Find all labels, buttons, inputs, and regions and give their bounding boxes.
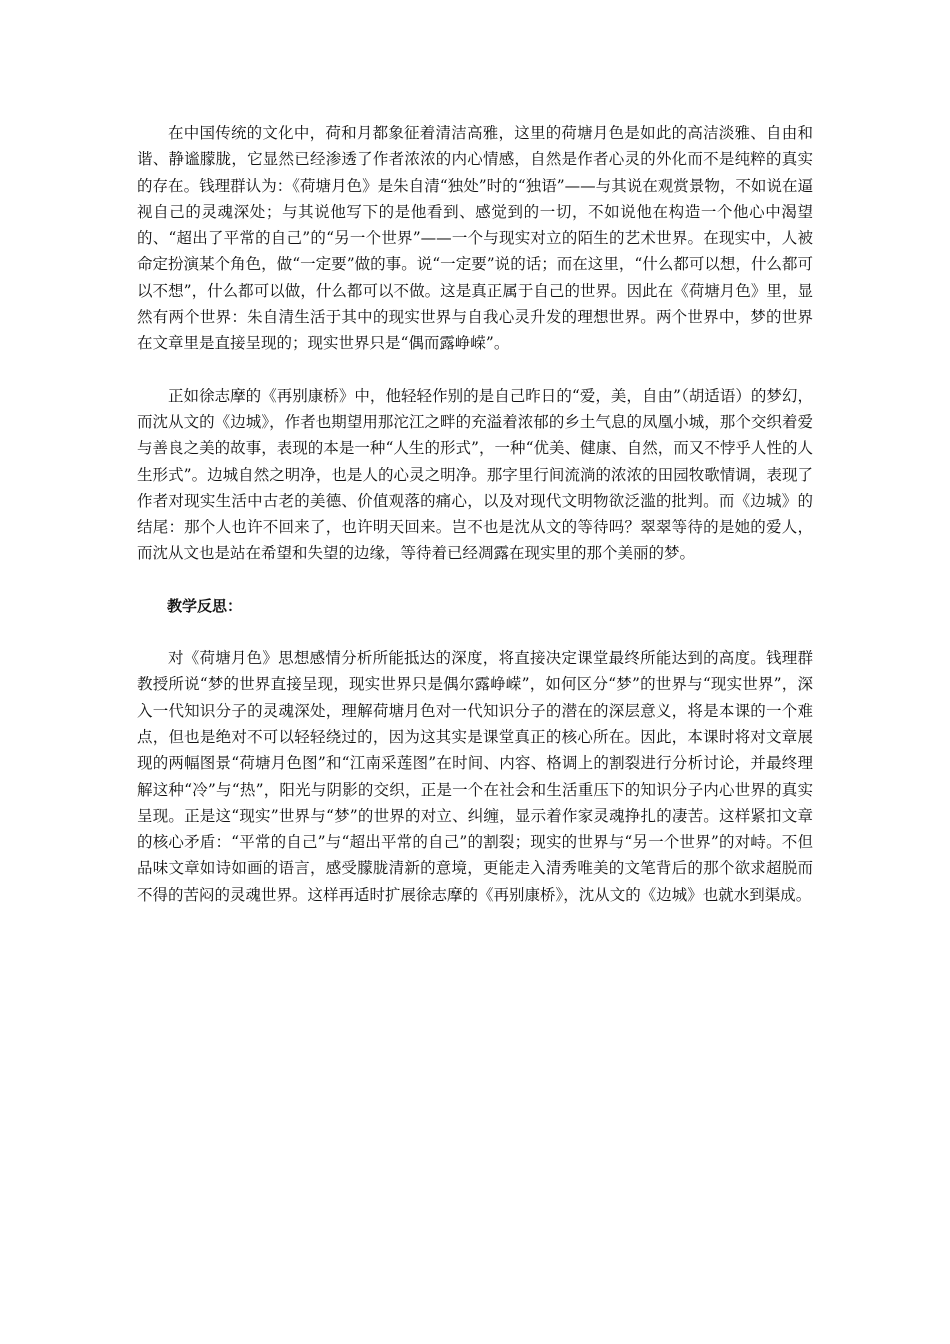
paragraph-reflection: 对《荷塘月色》思想感情分析所能抵达的深度，将直接决定课堂最终所能达到的高度。钱理群教授所说“梦的世界直接呈现，现实世界只是偶尔露峥嵘”，如何区分“梦”的世界与“现实世界”，深入一代知识分子的灵魂深处，理解荷塘月色对一代知识分子的潜在的深层意义，将是本课的一个难点，但也是绝对不可以轻轻绕过的，因为这其实是课堂真正的核心所在。因此，本课时将对文章展现的两幅图景“荷塘月色图”和“江南采莲图”在时间、内容、格调上的割裂进行分析讨论，并最终理解这种“冷”与“热”，阳光与阴影的交织，正是一个在社会和生活重压下的知识分子内心世界的真实呈现。正是这“现实”世界与“梦”的世界的对立、纠缠，显示着作家灵魂挣扎的凄苦。这样紧扣文章的核心矛盾：“平常的自己”与“超出平常的自己”的割裂；现实的世界与“另一个世界”的对峙。不但品味文章如诗如画的语言，感受朦胧清新的意境，更能走入清秀唯美的文笔背后的那个欲求超脱而不得的苦闷的灵魂世界。这样再适时扩展徐志摩的《再别康桥》，沈从文的《边城》也就水到渠成。 [137, 649, 813, 904]
paragraph-spacer [137, 357, 813, 383]
section-heading-reflection: 教学反思： [167, 596, 243, 615]
paragraph-lotus-moonlight: 在中国传统的文化中，荷和月都象征着清洁高雅，这里的荷塘月色是如此的高洁淡雅、自由和谐、静谧朦胧，它显然已经渗透了作者浓浓的内心情感，自然是作者心灵的外化而不是纯粹的真实的存在。钱理群认为：《荷塘月色》是朱自清“独处”时的“独语”——与其说在观赏景物，不如说在逼视自己的灵魂深处；与其说他写下的是他看到、感觉到的一切，不如说他在构造一个他心中渴望的、“超出了平常的自己”的“另一个世界”——一个与现实对立的陌生的艺术世界。在现实中，人被命定扮演某个角色，做“一定要”做的事。说“一定要”说的话；而在这里，“什么都可以想，什么都可以不想”，什么都可以做，什么都可以不做。这是真正属于自己的世界。因此在《荷塘月色》里，显然有两个世界：朱自清生活于其中的现实世界与自我心灵升发的理想世界。两个世界中，梦的世界在文章里是直接呈现的；现实世界只是“偶而露峥嵘”。 [137, 124, 813, 353]
document-body [137, 120, 813, 908]
paragraph-xu-shen: 正如徐志摩的《再别康桥》中，他轻轻作别的是自己昨日的“爱，美，自由”（胡适语）的梦幻，而沈从文的《边城》，作者也期望用那沱江之畔的充溢着浓郁的乡土气息的凤凰小城，那个交织着爱与善良之美的故事，表现的本是一种“人生的形式”，一种“优美、健康、自然，而又不悖乎人性的人生形式”。边城自然之明净，也是人的心灵之明净。那字里行间流淌的浓浓的田园牧歌情调，表现了作者对现实生活中古老的美德、价值观落的痛心，以及对现代文明物欲泛滥的批判。而《边城》的结尾：那个人也许不回来了，也许明天回来。岂不也是沈从文的等待吗？翠翠等待的是她的爱人，而沈从文也是站在希望和失望的边缘，等待着已经凋露在现实里的那个美丽的梦。 [137, 386, 813, 563]
paragraph-spacer [137, 567, 813, 593]
paragraph-spacer [137, 619, 813, 645]
